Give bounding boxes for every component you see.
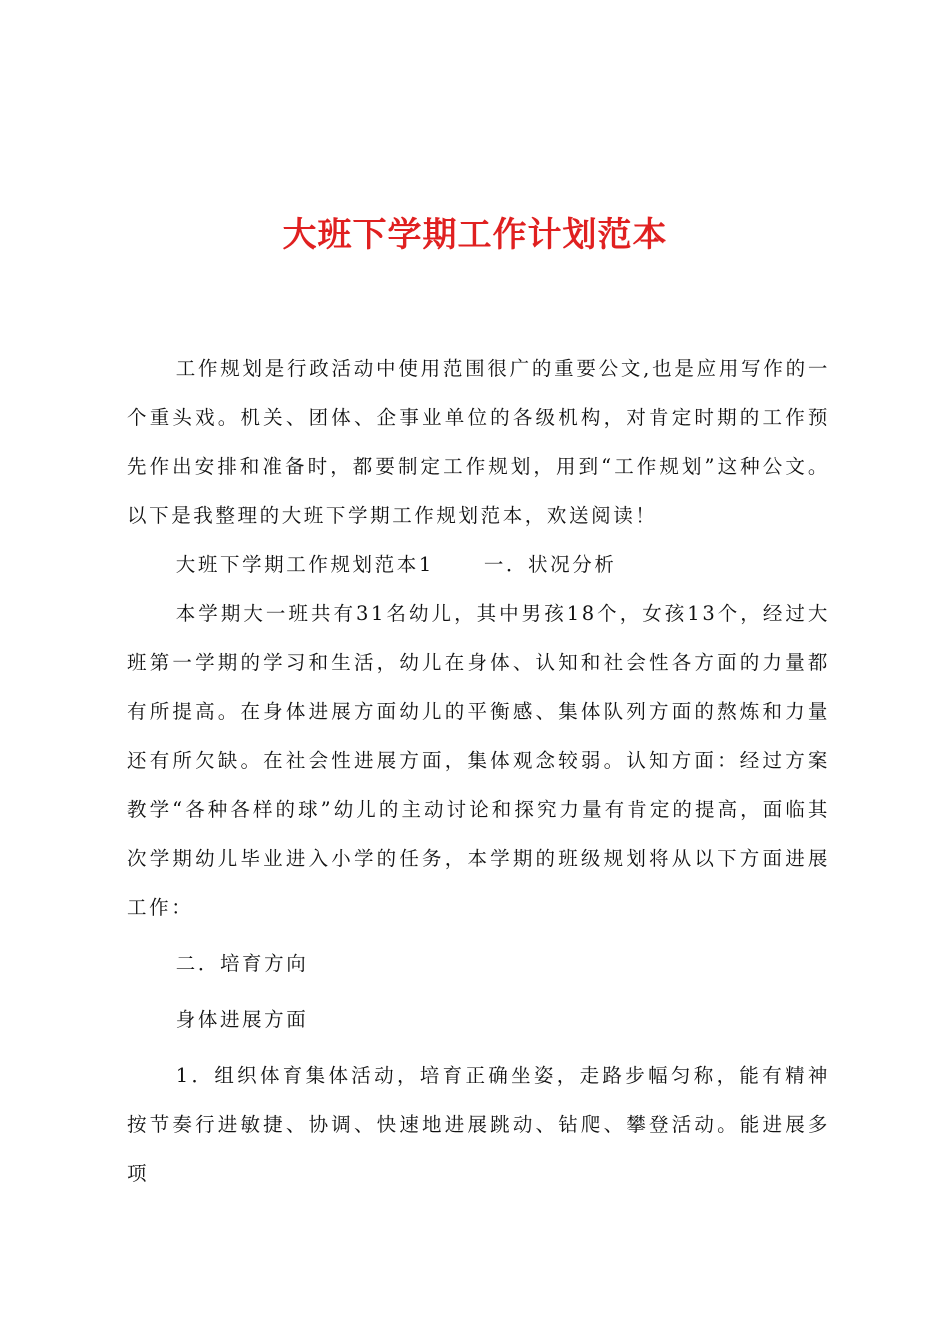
- cultivation-heading: 二．培育方向: [175, 952, 309, 975]
- section-subheading: 一．状况分析: [483, 553, 617, 576]
- item-1-paragraph: 1．组织体育集体活动，培育正确坐姿，走路步幅匀称，能有精神按节奏行进敏捷、协调、快速地进展跳动、钻爬、攀登活动。能进展多项: [127, 1064, 830, 1185]
- document-body: [127, 344, 830, 1198]
- document-title: 大班下学期工作计划范本: [282, 215, 668, 255]
- situation-paragraph: 本学期大一班共有31名幼儿，其中男孩18个，女孩13个，经过大班第一学期的学习和生活，幼儿在身体、认知和社会性各方面的力量都有所提高。在身体进展方面幼儿的平衡感、集体队列方面的熬炼和力量还有所欠缺。在社会性进展方面，集体观念较弱。认知方面：经过方案教学“各种各样的球”幼儿的主动讨论和探究力量有肯定的提高，面临其次学期幼儿毕业进入小学的任务，本学期的班级规划将从以下方面进展工作：: [127, 602, 830, 919]
- intro-paragraph: 工作规划是行政活动中使用范围很广的重要公文,也是应用写作的一个重头戏。机关、团体、企事业单位的各级机构，对肯定时期的工作预先作出安排和准备时，都要制定工作规划，用到“工作规划”这种公文。以下是我整理的大班下学期工作规划范本，欢送阅读！: [127, 357, 830, 527]
- section-heading: 大班下学期工作规划范本1: [175, 553, 434, 576]
- physical-development-heading: 身体进展方面: [175, 1008, 309, 1031]
- section-heading-line: [127, 540, 830, 589]
